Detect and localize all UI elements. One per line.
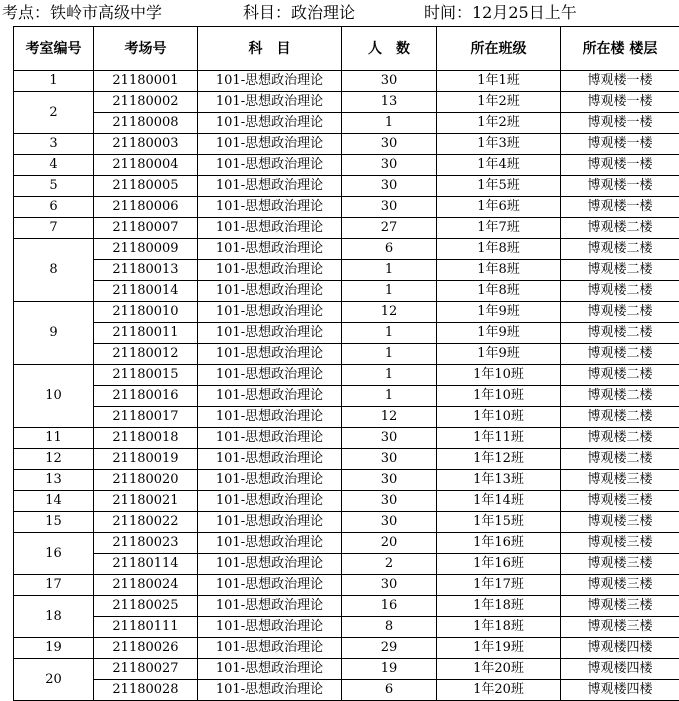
col-count: 人 数 [342,27,437,71]
table-row [14,449,679,470]
subject-cell: 101-思想政治理论 [198,386,342,407]
count-cell: 1 [342,113,437,134]
exam-code-cell: 21180027 [94,659,198,680]
class-cell: 1年16班 [437,554,561,575]
table-row [14,428,679,449]
building-floor-cell: 博观楼三楼 [561,596,679,617]
room-number-cell: 13 [14,470,94,491]
subject-cell: 101-思想政治理论 [198,155,342,176]
count-cell: 30 [342,491,437,512]
exam-code-cell: 21180004 [94,155,198,176]
table-row [14,218,679,239]
class-cell: 1年9班 [437,302,561,323]
table-row [14,176,679,197]
exam-code-cell: 21180028 [94,680,198,701]
room-number-cell: 9 [14,302,94,365]
count-cell: 12 [342,302,437,323]
table-row [14,323,679,344]
subject-cell: 101-思想政治理论 [198,596,342,617]
building-floor-cell: 博观楼二楼 [561,428,679,449]
exam-code-cell: 21180020 [94,470,198,491]
class-cell: 1年20班 [437,659,561,680]
subject-cell: 101-思想政治理论 [198,617,342,638]
class-cell: 1年10班 [437,386,561,407]
exam-code-cell: 21180008 [94,113,198,134]
count-cell: 30 [342,428,437,449]
exam-code-cell: 21180111 [94,617,198,638]
building-floor-cell: 博观楼一楼 [561,92,679,113]
exam-code-cell: 21180006 [94,197,198,218]
count-cell: 1 [342,344,437,365]
table-row [14,533,679,554]
count-cell: 30 [342,71,437,92]
subject-cell: 101-思想政治理论 [198,218,342,239]
building-floor-cell: 博观楼二楼 [561,260,679,281]
room-number-cell: 18 [14,596,94,638]
count-cell: 13 [342,92,437,113]
class-cell: 1年10班 [437,365,561,386]
exam-code-cell: 21180024 [94,575,198,596]
exam-site: 考点：铁岭市高级中学 [2,0,162,26]
room-number-cell: 1 [14,71,94,92]
building-floor-cell: 博观楼三楼 [561,533,679,554]
building-floor-cell: 博观楼二楼 [561,302,679,323]
class-cell: 1年15班 [437,512,561,533]
subject-cell: 101-思想政治理论 [198,365,342,386]
building-floor-cell: 博观楼一楼 [561,134,679,155]
building-floor-cell: 博观楼一楼 [561,176,679,197]
table-row [14,554,679,575]
class-cell: 1年11班 [437,428,561,449]
class-cell: 1年16班 [437,533,561,554]
room-number-cell: 8 [14,239,94,302]
count-cell: 20 [342,533,437,554]
exam-room-table [13,26,679,701]
building-floor-cell: 博观楼二楼 [561,365,679,386]
table-header-row [14,27,679,71]
exam-code-cell: 21180011 [94,323,198,344]
exam-code-cell: 21180018 [94,428,198,449]
subject-cell: 101-思想政治理论 [198,302,342,323]
page-header [0,0,679,26]
subject-cell: 101-思想政治理论 [198,470,342,491]
table-row [14,344,679,365]
room-number-cell: 6 [14,197,94,218]
count-cell: 30 [342,449,437,470]
table-row [14,260,679,281]
class-cell: 1年17班 [437,575,561,596]
count-cell: 30 [342,512,437,533]
building-floor-cell: 博观楼一楼 [561,71,679,92]
col-exam-code: 考场号 [94,27,198,71]
exam-code-cell: 21180005 [94,176,198,197]
room-number-cell: 7 [14,218,94,239]
exam-time: 时间：12月25日上午 [424,0,577,26]
building-floor-cell: 博观楼一楼 [561,197,679,218]
count-cell: 1 [342,386,437,407]
building-floor-cell: 博观楼三楼 [561,470,679,491]
table-row [14,155,679,176]
building-floor-cell: 博观楼二楼 [561,239,679,260]
exam-subject: 科目：政治理论 [243,0,355,26]
subject-cell: 101-思想政治理论 [198,533,342,554]
building-floor-cell: 博观楼二楼 [561,449,679,470]
count-cell: 2 [342,554,437,575]
room-number-cell: 15 [14,512,94,533]
table-row [14,71,679,92]
class-cell: 1年19班 [437,638,561,659]
count-cell: 30 [342,575,437,596]
class-cell: 1年18班 [437,617,561,638]
table-row [14,239,679,260]
count-cell: 8 [342,617,437,638]
room-number-cell: 10 [14,365,94,428]
class-cell: 1年6班 [437,197,561,218]
room-number-cell: 3 [14,134,94,155]
room-number-cell: 11 [14,428,94,449]
building-floor-cell: 博观楼二楼 [561,218,679,239]
exam-code-cell: 21180016 [94,386,198,407]
exam-code-cell: 21180023 [94,533,198,554]
count-cell: 12 [342,407,437,428]
building-floor-cell: 博观楼四楼 [561,638,679,659]
building-floor-cell: 博观楼一楼 [561,155,679,176]
subject-cell: 101-思想政治理论 [198,449,342,470]
subject-cell: 101-思想政治理论 [198,260,342,281]
room-number-cell: 14 [14,491,94,512]
room-number-cell: 12 [14,449,94,470]
subject-cell: 101-思想政治理论 [198,575,342,596]
count-cell: 30 [342,134,437,155]
subject-cell: 101-思想政治理论 [198,113,342,134]
table-row [14,302,679,323]
class-cell: 1年10班 [437,407,561,428]
count-cell: 30 [342,470,437,491]
table-row [14,617,679,638]
table-row [14,365,679,386]
subject-cell: 101-思想政治理论 [198,239,342,260]
class-cell: 1年2班 [437,113,561,134]
count-cell: 16 [342,596,437,617]
exam-code-cell: 21180002 [94,92,198,113]
count-cell: 1 [342,260,437,281]
table-row [14,407,679,428]
count-cell: 1 [342,323,437,344]
class-cell: 1年4班 [437,155,561,176]
subject-cell: 101-思想政治理论 [198,176,342,197]
table-row [14,134,679,155]
subject-cell: 101-思想政治理论 [198,323,342,344]
count-cell: 6 [342,239,437,260]
subject-cell: 101-思想政治理论 [198,92,342,113]
table-row [14,680,679,701]
table-row [14,281,679,302]
table-row [14,638,679,659]
building-floor-cell: 博观楼一楼 [561,113,679,134]
class-cell: 1年9班 [437,344,561,365]
exam-code-cell: 21180019 [94,449,198,470]
exam-code-cell: 21180003 [94,134,198,155]
building-floor-cell: 博观楼二楼 [561,281,679,302]
class-cell: 1年2班 [437,92,561,113]
class-cell: 1年5班 [437,176,561,197]
class-cell: 1年12班 [437,449,561,470]
class-cell: 1年14班 [437,491,561,512]
exam-code-cell: 21180014 [94,281,198,302]
building-floor-cell: 博观楼三楼 [561,575,679,596]
exam-code-cell: 21180021 [94,491,198,512]
table-body [14,71,679,701]
class-cell: 1年1班 [437,71,561,92]
exam-code-cell: 21180017 [94,407,198,428]
room-number-cell: 4 [14,155,94,176]
class-cell: 1年7班 [437,218,561,239]
count-cell: 30 [342,197,437,218]
exam-code-cell: 21180022 [94,512,198,533]
count-cell: 6 [342,680,437,701]
class-cell: 1年18班 [437,596,561,617]
table-row [14,659,679,680]
room-number-cell: 17 [14,575,94,596]
subject-cell: 101-思想政治理论 [198,680,342,701]
class-cell: 1年8班 [437,239,561,260]
subject-cell: 101-思想政治理论 [198,281,342,302]
col-room-number: 考室编号 [14,27,94,71]
table-row [14,386,679,407]
building-floor-cell: 博观楼二楼 [561,386,679,407]
count-cell: 30 [342,155,437,176]
building-floor-cell: 博观楼四楼 [561,680,679,701]
subject-cell: 101-思想政治理论 [198,638,342,659]
class-cell: 1年3班 [437,134,561,155]
class-cell: 1年9班 [437,323,561,344]
count-cell: 19 [342,659,437,680]
room-number-cell: 5 [14,176,94,197]
exam-code-cell: 21180012 [94,344,198,365]
exam-code-cell: 21180007 [94,218,198,239]
count-cell: 27 [342,218,437,239]
class-cell: 1年20班 [437,680,561,701]
subject-cell: 101-思想政治理论 [198,407,342,428]
count-cell: 1 [342,365,437,386]
class-cell: 1年8班 [437,281,561,302]
exam-code-cell: 21180114 [94,554,198,575]
exam-code-cell: 21180015 [94,365,198,386]
room-number-cell: 20 [14,659,94,701]
building-floor-cell: 博观楼三楼 [561,617,679,638]
table-row [14,596,679,617]
room-number-cell: 19 [14,638,94,659]
table-row [14,470,679,491]
table-row [14,512,679,533]
exam-code-cell: 21180010 [94,302,198,323]
class-cell: 1年8班 [437,260,561,281]
class-cell: 1年13班 [437,470,561,491]
building-floor-cell: 博观楼三楼 [561,491,679,512]
subject-cell: 101-思想政治理论 [198,71,342,92]
table-row [14,197,679,218]
count-cell: 29 [342,638,437,659]
subject-cell: 101-思想政治理论 [198,428,342,449]
subject-cell: 101-思想政治理论 [198,554,342,575]
building-floor-cell: 博观楼二楼 [561,344,679,365]
subject-cell: 101-思想政治理论 [198,659,342,680]
exam-code-cell: 21180013 [94,260,198,281]
col-class: 所在班级 [437,27,561,71]
exam-code-cell: 21180025 [94,596,198,617]
subject-cell: 101-思想政治理论 [198,344,342,365]
building-floor-cell: 博观楼三楼 [561,512,679,533]
room-number-cell: 2 [14,92,94,134]
subject-cell: 101-思想政治理论 [198,197,342,218]
col-building-floor: 所在楼 楼层 [561,27,679,71]
exam-code-cell: 21180009 [94,239,198,260]
subject-cell: 101-思想政治理论 [198,134,342,155]
table-row [14,575,679,596]
building-floor-cell: 博观楼二楼 [561,323,679,344]
subject-cell: 101-思想政治理论 [198,512,342,533]
table-row [14,113,679,134]
col-subject: 科 目 [198,27,342,71]
count-cell: 30 [342,176,437,197]
table-row [14,491,679,512]
exam-code-cell: 21180026 [94,638,198,659]
building-floor-cell: 博观楼二楼 [561,407,679,428]
exam-code-cell: 21180001 [94,71,198,92]
room-number-cell: 16 [14,533,94,575]
building-floor-cell: 博观楼四楼 [561,659,679,680]
table-row [14,92,679,113]
building-floor-cell: 博观楼三楼 [561,554,679,575]
count-cell: 1 [342,281,437,302]
subject-cell: 101-思想政治理论 [198,491,342,512]
